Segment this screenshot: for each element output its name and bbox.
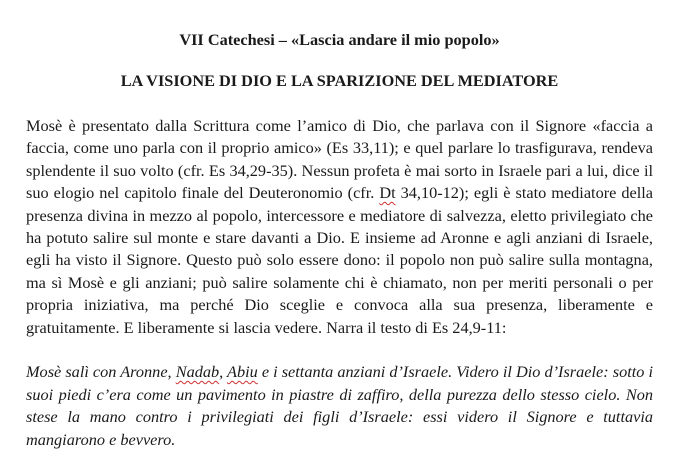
body-paragraph: [26, 91, 653, 339]
body-text-part: 34,10-12); egli è stato mediatore della presenza divina in mezzo al popolo, intercessore e mediatore di salvezza, eletto privilegiato che ha potuto salire sul monte e stare davanti a Dio. E insieme ad Aronne e agli anziani di Israele, egli ha visto il Signore. Questo può solo essere dono: il popolo non può salire sulla montagna, ma sì Mosè e gli anziani; può salire solamente chi è chiamato, non per meriti personali o per propria iniziativa, ma perché Dio sceglie e convoca alla sua presenza, liberamente e gratuitamente. E liberamente si lascia vedere. Narra il testo di Es 24,9-11:: [26, 183, 653, 337]
quote-separator: ,: [219, 362, 227, 382]
quote-text-part: e i settanta anziani d’Israele. Videro il Dio d’Israele: sotto i suoi piedi c’era come un pavimento in piastre di zaffiro, della purezza dello stesso cielo. Non stese la mano contro i privilegiati dei figli d’Israele: essi videro il Signore e tuttavia mangiarono e bevvero.: [26, 362, 653, 449]
spellcheck-word-nadab[interactable]: Nadab: [175, 362, 220, 382]
scripture-quote: [26, 339, 653, 451]
quote-text-part: Mosè salì con Aronne,: [26, 362, 176, 382]
document-title: VII Catechesi – «Lascia andare il mio popolo»: [179, 30, 500, 49]
spellcheck-word-dt[interactable]: Dt: [379, 183, 396, 203]
body-text-part: Mosè è presentato dalla Scrittura come l’amico di Dio, che parlava con il Signore «faccia a faccia, come uno parla con il proprio amico» (Es 33,11); e quel parlare lo trasfigurava, rendeva splendente il suo volto (cfr. Es 34,29-35). Nessun profeta è mai sorto in Israele pari a lui, dice il suo elogio nel capitolo finale del Deuteronomio (cfr.: [26, 116, 653, 203]
section-heading: LA VISIONE DI DIO E LA SPARIZIONE DEL MEDIATORE: [120, 71, 559, 90]
spellcheck-word-abiu[interactable]: Abiu: [227, 362, 258, 382]
